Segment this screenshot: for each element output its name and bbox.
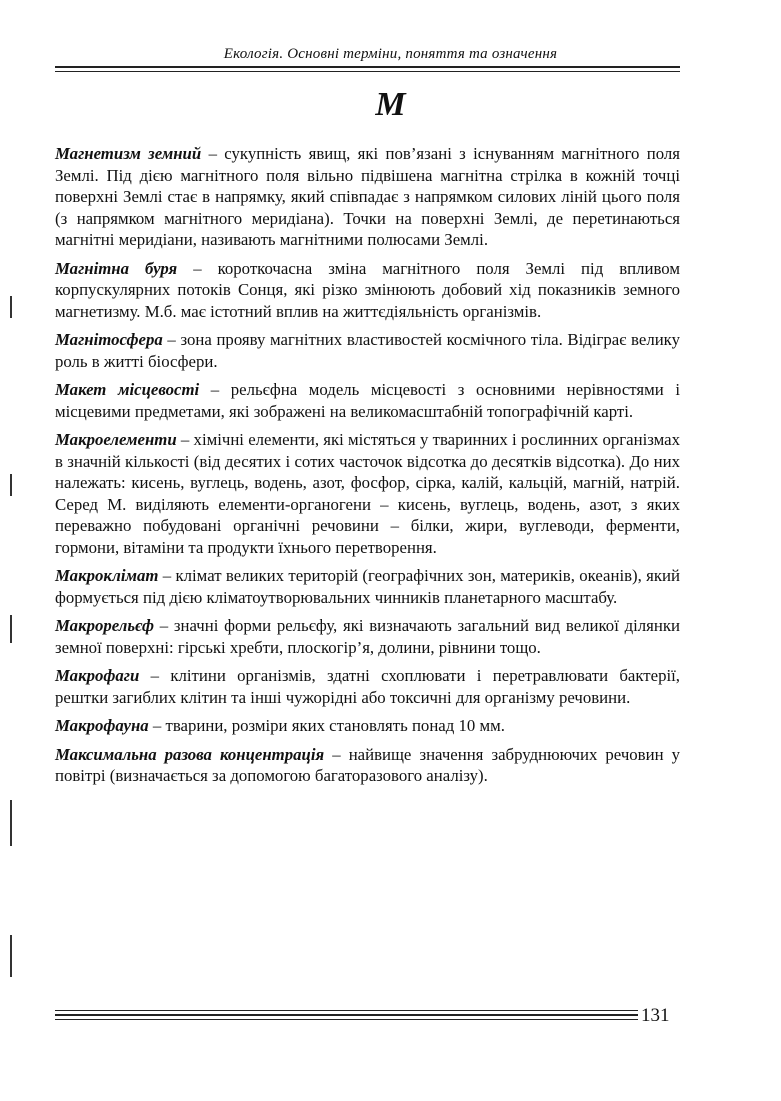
- entry-term: Магнітна буря: [55, 258, 178, 278]
- entry-term: Магнітосфера: [55, 330, 163, 349]
- entry-definition: – рельєфна модель місцевості з основними нерівностями і місцевими предметами, які зображені на великомасштабній топографічній карті.: [55, 380, 680, 421]
- entry-term: Макрофаги: [55, 666, 140, 685]
- dictionary-entry: [55, 715, 680, 737]
- header-rule-thick: [55, 66, 680, 68]
- footer-rule-thin: [55, 1019, 638, 1020]
- dictionary-entry: [55, 379, 680, 422]
- entry-definition: – найвище значення забруднюючих речовин у повітрі (визначається за допомогою багаторазового аналізу).: [55, 744, 681, 785]
- entry-term: Макрофауна: [55, 716, 149, 735]
- entry-definition: – клітини організмів, здатні схоплювати і перетравлювати бактерії, рештки загиблих клітин та інші чужорідні або токсичні для організму речовини.: [55, 666, 680, 707]
- entry-definition: – значні форми рельєфу, які визначають загальний вид великої ділянки земної поверхні: гірські хребти, плоскогір’я, долини, рівнини тощо.: [55, 616, 680, 657]
- dictionary-entry: [55, 665, 680, 708]
- scan-edge-mark: [10, 800, 12, 846]
- dictionary-entry: [55, 565, 680, 608]
- dictionary-entry: [55, 615, 680, 658]
- scan-edge-mark: [10, 615, 12, 643]
- entry-term: Макроклімат: [55, 566, 159, 585]
- footer-rule-thick: [55, 1014, 638, 1016]
- page-number: 131: [641, 1005, 670, 1026]
- entry-term: Макрорельєф: [55, 616, 155, 635]
- dictionary-entries: [55, 143, 680, 794]
- entry-definition: – короткочасна зміна магнітного поля Землі під впливом корпускулярних потоків Сонця, які різко змінюють добовий хід показників земного магнетизму. М.б. має істотний вплив на життєдіяльність організмів.: [55, 258, 680, 321]
- entry-definition: – зона прояву магнітних властивостей космічного тіла. Відіграє велику роль в житті біосфери.: [55, 330, 680, 371]
- entry-term: Макет місцевості: [55, 380, 200, 399]
- scan-edge-mark: [10, 935, 12, 977]
- dictionary-entry: [55, 744, 680, 787]
- section-letter: М: [375, 86, 406, 123]
- header-rule-thin: [55, 71, 680, 72]
- entry-term: Магнетизм земний: [55, 144, 202, 163]
- dictionary-entry: [55, 258, 680, 323]
- entry-definition: – клімат великих територій (географічних зон, материків, океанів), який формується під дією кліматоутворювальних чинників планетарного масштабу.: [55, 566, 680, 607]
- scan-edge-mark: [10, 474, 12, 496]
- dictionary-entry: [55, 429, 680, 558]
- footer-rule-thin: [55, 1010, 638, 1011]
- running-header-title: Екологія. Основні терміни, поняття та означення: [223, 46, 558, 62]
- entry-term: Макроелементи: [55, 430, 177, 449]
- entry-definition: – сукупність явищ, які пов’язані з існуванням магнітного поля Землі. Під дією магнітного поля вільно підвішена магнітна стрілка в кожній точці поверхні Землі стає в напрямку, який співпадає з напрямком силових ліній цього поля (з напрямком магнітного меридіана). Точки на поверхні Землі, де перетинаються магнітні меридіани, називають магнітними полюсами Землі.: [55, 144, 681, 249]
- dictionary-entry: [55, 329, 680, 372]
- entry-term: Максимальна разова концентрація: [55, 744, 325, 764]
- dictionary-entry: [55, 143, 680, 251]
- scan-edge-mark: [10, 296, 12, 318]
- entry-definition: – хімічні елементи, які містяться у тваринних і рослинних організмах в значній кількості (від десятих і сотих часточок відсотка до десятків відсотка). До них належать: кисень, вуглець, водень, азот, фосфор, сірка, калій, кальцій, магній, натрій. Серед М. виділяють елементи-органогени – кисень, вуглець, водень, азот, з яких переважно побудовані органічні речовини – білки, жири, вуглеводи, ферменти, гормони, вітаміни та продукти їхнього перетворення.: [55, 430, 680, 557]
- entry-definition: – тварини, розміри яких становлять понад 10 мм.: [152, 716, 505, 735]
